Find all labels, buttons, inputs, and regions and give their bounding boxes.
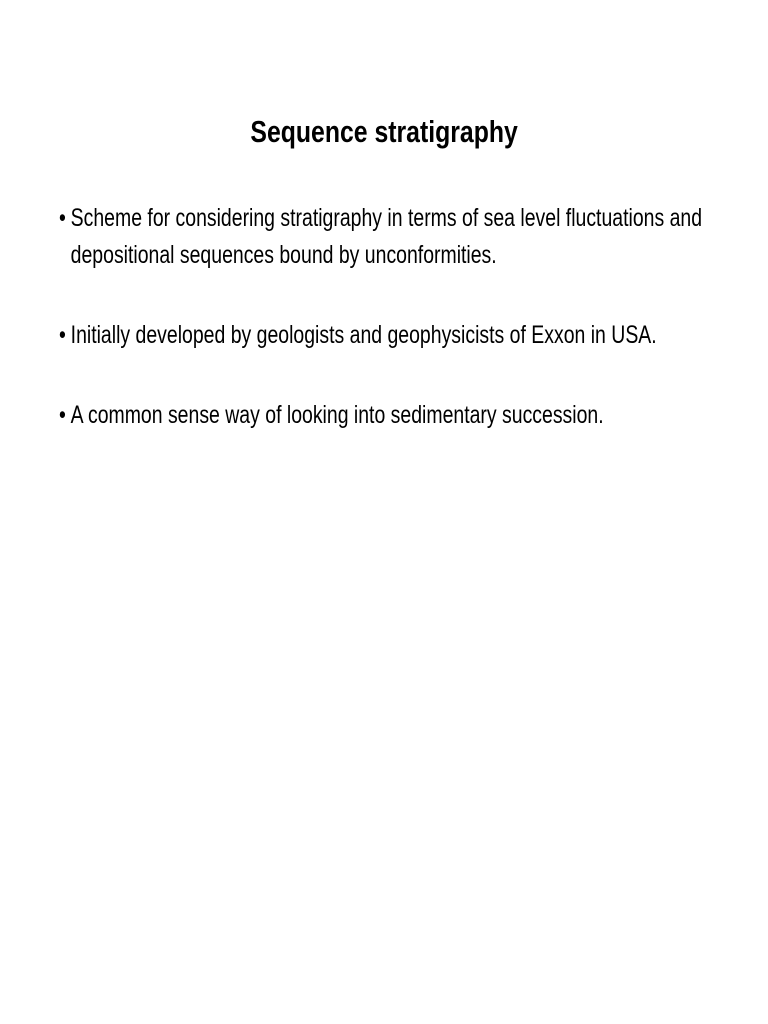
bullet-line: Scheme for considering stratigraphy in terms of sea level fluctuations and — [70, 204, 703, 232]
bullet-line: A common sense way of looking into sedimentary succession. — [70, 401, 604, 429]
bullet-list — [59, 200, 728, 477]
bullet-icon: • — [59, 321, 66, 349]
bullet-item — [59, 397, 728, 434]
bullet-line: depositional sequences bound by unconformities. — [70, 241, 497, 269]
bullet-icon: • — [59, 401, 66, 429]
slide-title-text: Sequence stratigraphy — [250, 114, 518, 149]
slide-title — [0, 112, 768, 152]
bullet-icon: • — [59, 204, 66, 232]
bullet-item — [59, 200, 728, 274]
bullet-line: Initially developed by geologists and geophysicists of Exxon in USA. — [70, 321, 657, 349]
bullet-item — [59, 317, 728, 354]
